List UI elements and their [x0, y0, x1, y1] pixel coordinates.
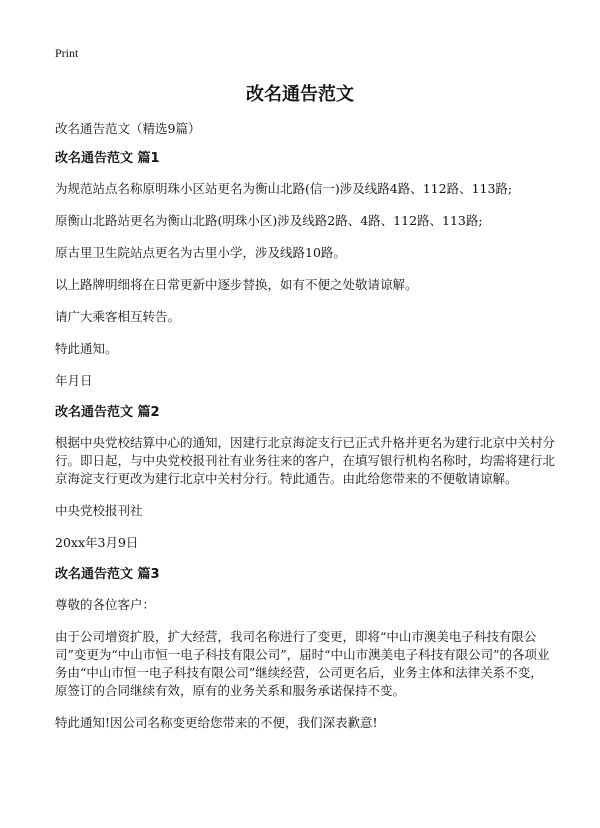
print-label: Print: [55, 46, 79, 60]
section-2-paragraph-1: 根据中央党校结算中心的通知，因建行北京海淀支行已正式升格并更名为建行北京中关村分行。即日起，与中央党校报刊社有业务往来的客户，在填写银行机构名称时，均需将建行北京海淀支行更改为建行北京中关村分行。特此通告。由此给您带来的不便敬请谅解。: [55, 435, 556, 486]
section-1-paragraph-4: 以上路牌明细将在日常更新中逐步替换，如有不便之处敬请谅解。: [55, 277, 418, 292]
section-1-paragraph-1: 为规范站点名称原明珠小区站更名为衡山北路(信一)涉及线路4路、112路、113路;: [55, 181, 513, 196]
section-2-paragraph-2: 中央党校报刊社: [55, 503, 143, 518]
section-1-paragraph-5: 请广大乘客相互转告。: [55, 309, 181, 324]
document-subtitle: 改名通告范文（精选9篇）: [55, 121, 201, 136]
document-content: [55, 120, 555, 746]
section-heading-2: 改名通告范文 篇2: [55, 405, 160, 420]
section-3-paragraph-2: 由于公司增资扩股，扩大经营，我司名称进行了变更，即将“中山市澳美电子科技有限公司”变更为“中山市恒一电子科技有限公司”，届时“中山市澳美电子科技有限公司”的各项业务由“中山市恒一电子科技有限公司”继续经营，公司更名后，业务主体和法律关系不变，原签订的合同继续有效，原有的业务关系和服务承诺保持不变。: [55, 629, 550, 698]
section-3-paragraph-3: 特此通知!因公司名称变更给您带来的不便，我们深表歉意!: [55, 715, 378, 730]
section-1-paragraph-7: 年月日: [55, 373, 93, 388]
section-1-paragraph-3: 原古里卫生院站点更名为古里小学，涉及线路10路。: [55, 245, 346, 260]
section-heading-3: 改名通告范文 篇3: [55, 567, 160, 582]
section-heading-1: 改名通告范文 篇1: [55, 151, 160, 166]
section-1-paragraph-6: 特此通知。: [55, 341, 118, 356]
section-3-paragraph-1: 尊敬的各位客户：: [55, 597, 156, 612]
section-1-paragraph-2: 原衡山北路站更名为衡山北路(明珠小区)涉及线路2路、4路、112路、113路;: [55, 213, 483, 228]
page-title: 改名通告范文: [246, 84, 354, 105]
section-2-paragraph-3: 20xx年3月9日: [55, 535, 139, 550]
